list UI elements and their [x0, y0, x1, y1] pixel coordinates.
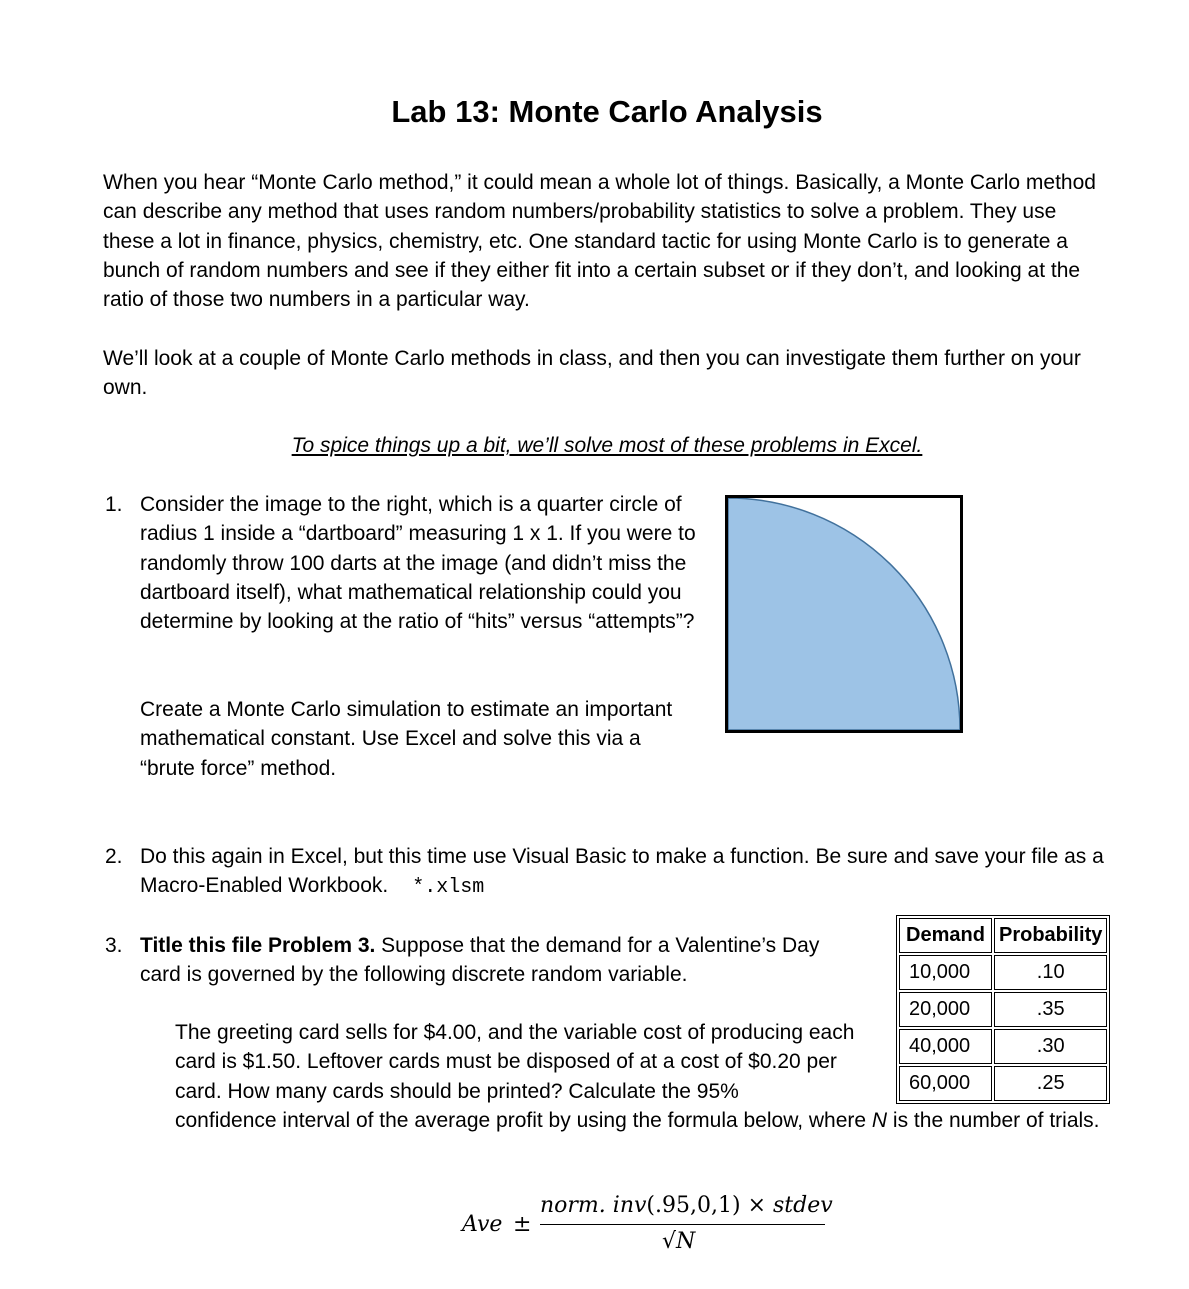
header-probability: Probability [994, 918, 1107, 953]
quarter-circle [728, 498, 960, 730]
formula-plus-minus: ± [513, 1212, 532, 1237]
table-row [899, 955, 1107, 990]
question-3-body: Suppose that the demand for a Valentine’s Day card is governed by the following discrete random variable. [140, 934, 820, 987]
question-2-number: 2. [105, 845, 123, 868]
table-header-row [899, 918, 1107, 953]
header-demand: Demand [899, 918, 992, 953]
question-2-text [140, 842, 1120, 903]
probability-cell: .30 [994, 1029, 1107, 1064]
subtitle: To spice things up a bit, we’ll solve most of these problems in Excel. [291, 434, 923, 457]
table-row [899, 1066, 1107, 1101]
question-3-details: The greeting card sells for $4.00, and the variable cost of producing each card is $1.50. Leftover cards must be disposed of at a cost of $0.20 per card. How many cards should be printed? Calculate the 95% [175, 1021, 855, 1103]
question-1-number: 1. [105, 493, 123, 516]
intro-paragraph: When you hear “Monte Carlo method,” it could mean a whole lot of things. Basically, a Monte Carlo method can describe any method that uses random numbers/probability statistics to solve a problem. They use these a lot in finance, physics, chemistry, etc. One standard tactic for using Monte Carlo is to generate a bunch of random numbers and see if they either fit into a certain subset or if they don’t, and looking at the ratio of those two numbers in a particular way. [103, 171, 1096, 312]
demand-cell: 40,000 [899, 1029, 992, 1064]
dartboard-figure [725, 495, 963, 733]
probability-cell: .35 [994, 992, 1107, 1027]
table-row [899, 992, 1107, 1027]
formula-denominator: √N [662, 1229, 696, 1254]
question-1-text: Consider the image to the right, which is a quarter circle of radius 1 inside a “dartboard” measuring 1 x 1. If you were to randomly throw 100 darts at the image (and didn’t miss the dartboard itself), what mathematical relationship could you determine by looking at the ratio of “hits” versus “attempts”? [140, 493, 696, 634]
demand-cell: 60,000 [899, 1066, 992, 1101]
formula-ave: Ave [462, 1212, 503, 1237]
probability-cell: .10 [994, 955, 1107, 990]
demand-cell: 10,000 [899, 955, 992, 990]
probability-cell: .25 [994, 1066, 1107, 1101]
file-extension: *.xlsm [412, 876, 485, 900]
formula-fraction-bar [540, 1224, 825, 1225]
question-1-task: Create a Monte Carlo simulation to estimate an important mathematical constant. Use Excel and solve this via a “brute force” method. [140, 698, 673, 780]
confidence-interval-formula [462, 1190, 842, 1260]
table-row [899, 1029, 1107, 1064]
demand-probability-table [896, 915, 1110, 1104]
question-3-title: Title this file Problem 3. [140, 934, 376, 957]
page-title: Lab 13: Monte Carlo Analysis [391, 94, 823, 129]
question-3-text [140, 931, 860, 990]
formula-numerator: norm. inv(.95,0,1) × stdev [540, 1193, 833, 1218]
question-3-confidence: confidence interval of the average profit by using the formula below, where N is the number of trials. [175, 1109, 1100, 1132]
question-3-number: 3. [105, 934, 123, 957]
demand-cell: 20,000 [899, 992, 992, 1027]
question-2-body: Do this again in Excel, but this time use Visual Basic to make a function. Be sure and save your file as a Macro-Enabled Workbook. [140, 845, 1104, 898]
second-paragraph: We’ll look at a couple of Monte Carlo methods in class, and then you can investigate them further on your own. [103, 347, 1081, 400]
